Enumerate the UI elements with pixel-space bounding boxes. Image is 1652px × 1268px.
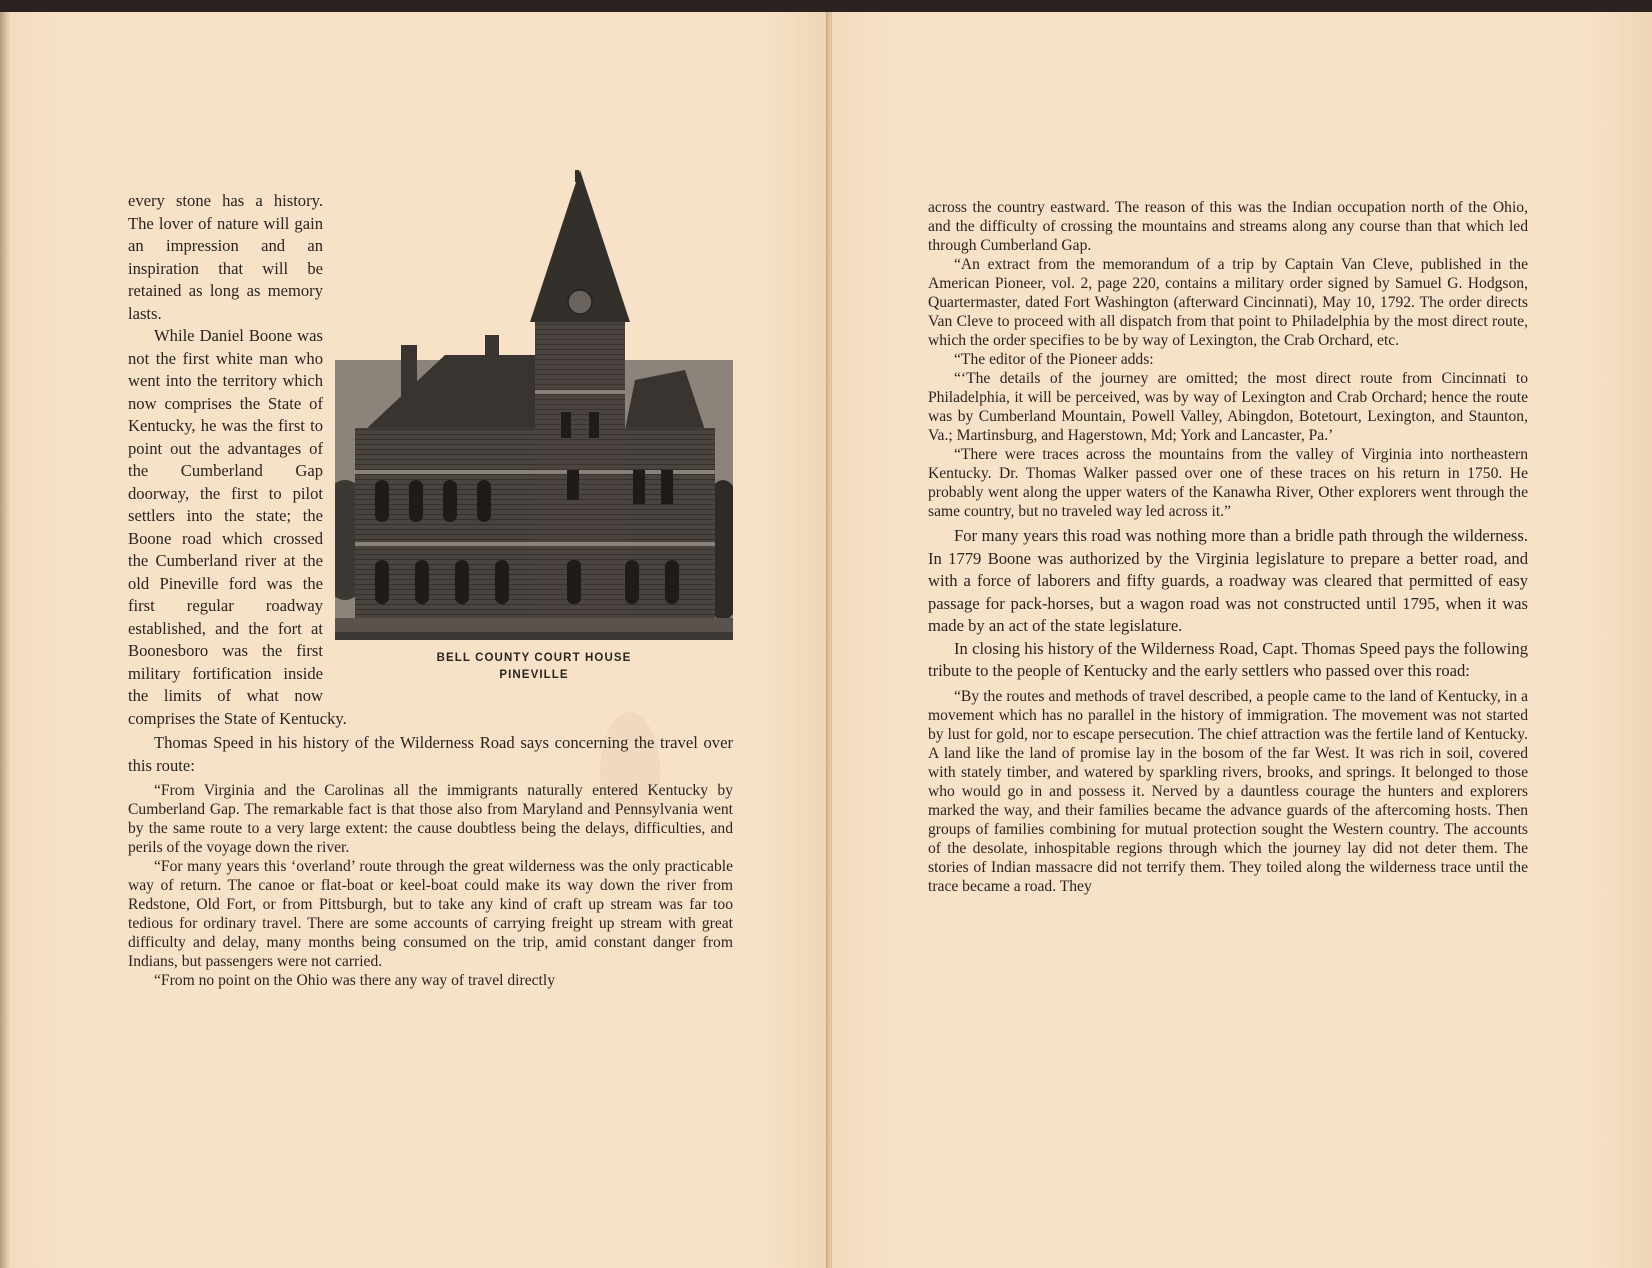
- paragraph: across the country eastward. The reason of this was the Indian occupation north of the Ohio, and the difficulty of crossing the mountains and streams along any course than that which led through Cumberland Gap.: [928, 199, 1528, 254]
- page-edge: [0, 12, 10, 1268]
- book-spread: [0, 12, 1652, 1268]
- paragraph: In closing his history of the Wilderness Road, Capt. Thomas Speed pays the following tribute to the people of Kentucky and the early settlers who passed over this road:: [928, 638, 1528, 680]
- quote-paragraph: “For many years this ‘overland’ route through the great wilderness was the only practicable way of return. The canoe or flat-boat or keel-boat could make its way down the river from Redstone, Old Fort, or from Pittsburgh, but to take any kind of craft up stream was far too tedious for ordinary travel. There are some accounts of carrying freight up stream with great difficulty and delay, many months being consumed on the trip, amid constant danger from Indians, but passengers were not carried.: [128, 858, 733, 970]
- figure-caption: [335, 650, 733, 684]
- paragraph: “An extract from the memorandum of a trip by Captain Van Cleve, published in the American Pioneer, vol. 2, page 220, contains a military order signed by Samuel G. Hodgson, Quartermaster, dated Fort Washington (afterward Cincinnati), May 10, 1792. The order directs Van Cleve to proceed with all dispatch from that point to Philadelphia by the most direct route, which the order specifies to be by way of Lexington, the Crab Orchard, etc.: [928, 256, 1528, 349]
- paragraph: “The editor of the Pioneer adds:: [954, 351, 1154, 368]
- paragraph: “There were traces across the mountains from the valley of Virginia into northeastern Kentucky. Dr. Thomas Walker passed over one of these traces on his return in 1750. He probably went along the upper waters of the Kanawha River, Other explorers went through the same country, but no traveled way led across it.”: [928, 446, 1528, 520]
- paragraph: “‘The details of the journey are omitted; the most direct route from Cincinnati to Philadelphia, it will be perceived, was by way of Lexington and Crab Orchard; hence the route was by Cumberland Mountain, Powell Valley, Abingdon, Botetourt, Lexington, and Staunton, Va.; Martinsburg, and Hagerstown, Md; York and Lancaster, Pa.’: [928, 370, 1528, 444]
- boone-paragraph: While Daniel Boone was not the first white man who went into the territory which now comprises the State of Kentucky, he was the first to point out the advantages of the Cumberland Gap doorway, the first to pilot settlers into the state; the Boone road which crossed the Cumberland river at the old Pineville ford was the first regular roadway established, and the fort at Boonesboro was the first military fortification inside the limits of what now comprises the State of Kentucky.: [128, 326, 347, 728]
- intro-paragraph: every stone has a history. The lover of nature will gain an impression and an inspiration that will be retained as long as memory lasts.: [128, 191, 323, 323]
- right-text-column: [928, 198, 1528, 896]
- left-page: [0, 12, 830, 1268]
- courthouse-figure: [335, 170, 733, 684]
- caption-title: BELL COUNTY COURT HOUSE: [436, 652, 632, 664]
- courthouse-photo: [335, 170, 733, 640]
- quote-paragraph: “From no point on the Ohio was there any way of travel directly: [154, 972, 555, 989]
- caption-location: PINEVILLE: [499, 669, 569, 681]
- paragraph: For many years this road was nothing more than a bridle path through the wilderness. In 1779 Boone was authorized by the Virginia legislature to prepare a better road, and with a force of laborers and fifty guards, a roadway was cleared that permitted of easy passage for pack-horses, but a wagon road was not constructed until 1795, when it was made by an act of the state legislature.: [928, 526, 1528, 635]
- left-text-column: [128, 190, 733, 990]
- quote-paragraph: “From Virginia and the Carolinas all the immigrants naturally entered Kentucky by Cumberland Gap. The remarkable fact is that those also from Maryland and Pennsylvania went by the same route to a very large extent: the cause doubtless being the delays, difficulties, and perils of the voyage down the river.: [128, 782, 733, 856]
- right-page: [832, 12, 1652, 1268]
- speed-paragraph: Thomas Speed in his history of the Wilderness Road says concerning the travel over this route:: [128, 733, 733, 775]
- paragraph: “By the routes and methods of travel described, a people came to the land of Kentucky, in a movement which has no parallel in the history of immigration. The movement was not started by lust for gold, nor to escape persecution. The chief attraction was the fertile land of Kentucky. A land like the land of promise lay in the bosom of the far West. It was rich in soil, covered with stately timber, and watered by sparkling rivers, brooks, and springs. It belonged to those who would go in and possess it. Nerved by a dauntless courage the hunters and explorers marked the way, and their families became the advance guards of the aftercoming hosts. Then groups of families combining for mutual protection sought the Western country. The accounts of the desolate, inhospitable regions through which the journey lay did not deter them. The stories of Indian massacre did not terrify them. They toiled along the wilderness trace until the trace became a road. They: [928, 687, 1528, 895]
